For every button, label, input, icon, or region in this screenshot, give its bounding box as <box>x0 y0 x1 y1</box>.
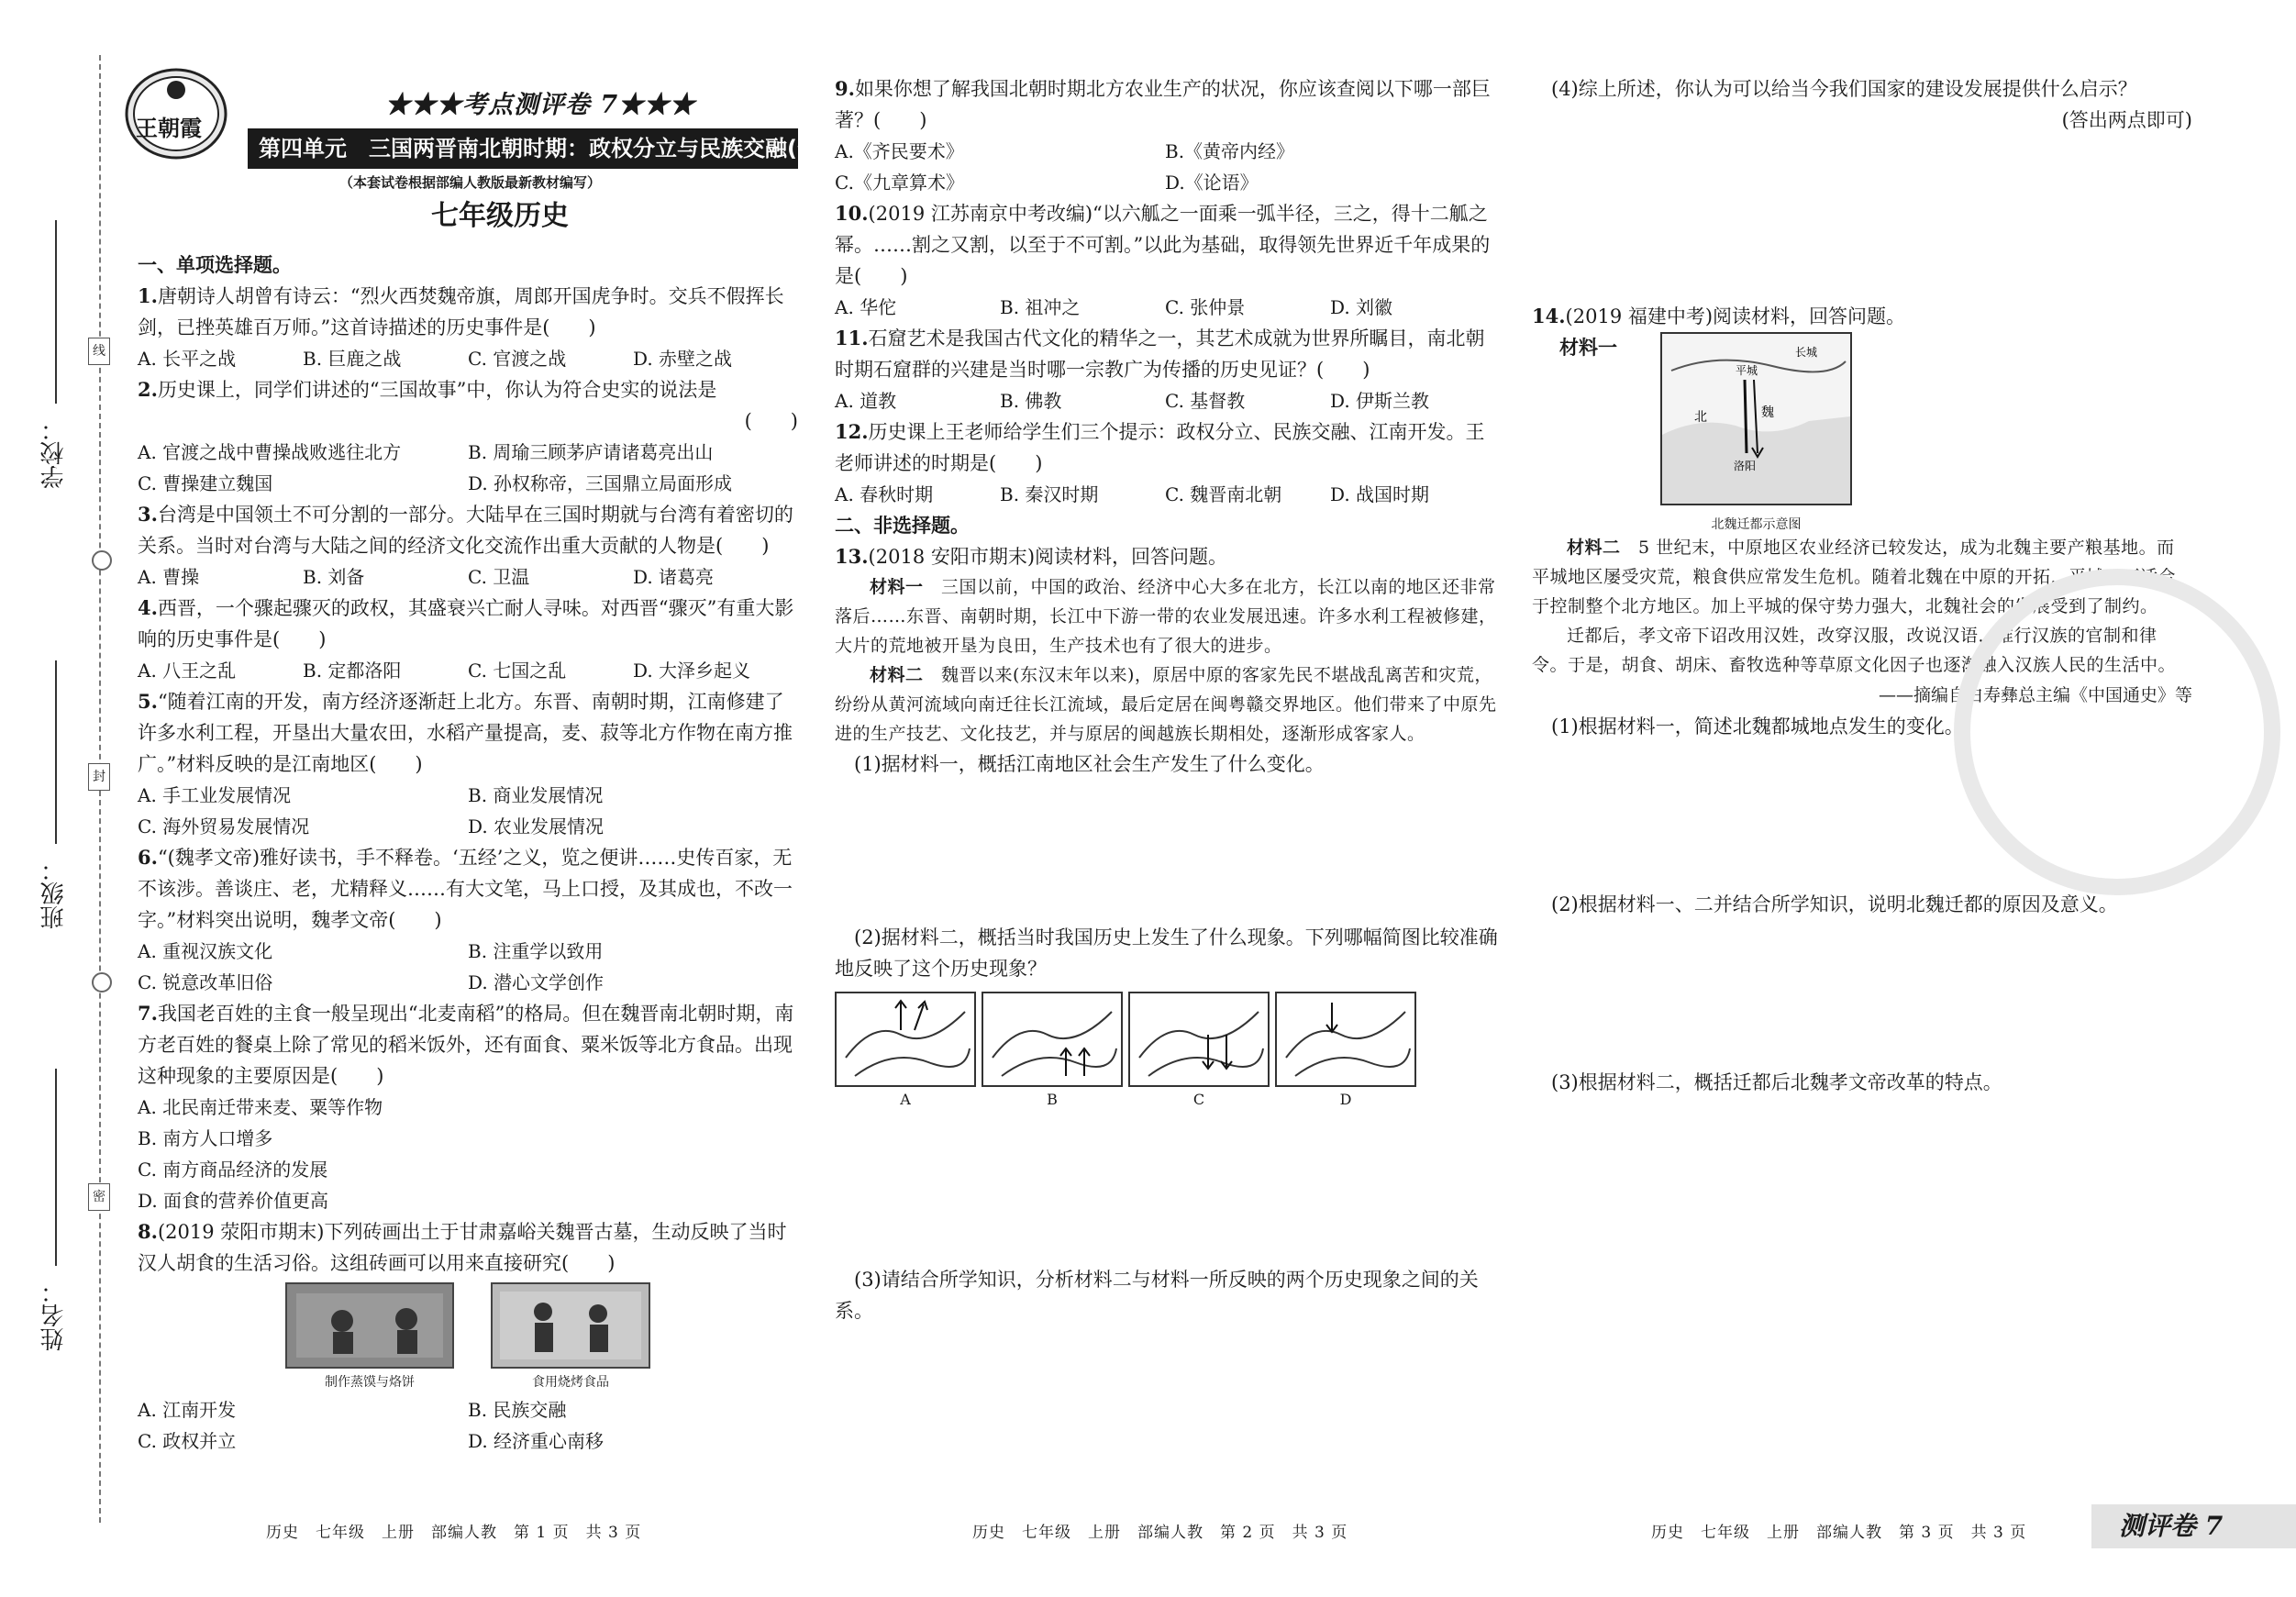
column-page-1 <box>138 250 798 1457</box>
option[interactable]: C. 海外贸易发展情况 <box>138 815 310 837</box>
brand-name: 王朝霞 <box>136 115 202 141</box>
map-d-icon <box>1275 992 1416 1087</box>
figures-icon <box>287 1284 452 1367</box>
material-1-row <box>1532 332 2192 533</box>
answer-paren: ( ) <box>744 410 798 432</box>
cut-mark-feng: 封 <box>88 763 110 791</box>
map-icon <box>1660 332 1852 505</box>
map-text: 洛阳 <box>1734 460 1757 472</box>
option[interactable]: D. 农业发展情况 <box>468 815 605 837</box>
name-line <box>55 1069 57 1266</box>
map-a-icon <box>835 992 976 1087</box>
option[interactable]: D. 诸葛亮 <box>633 566 715 588</box>
options-row <box>138 936 798 967</box>
cut-mark-xian: 线 <box>88 338 110 365</box>
sub-question-3: (3)根据材料二，概括迁都后北魏孝文帝改革的特点。 <box>1551 1071 2002 1093</box>
sub-question-2: (2)根据材料一、二并结合所学知识，说明北魏迁都的原因及意义。 <box>1551 893 2118 915</box>
question-12: 12.历史课上王老师给学生们三个提示：政权分立、民族交融、江南开发。王老师讲述的时期是( ) <box>835 420 1485 474</box>
question-8: 8.(2019 荥阳市期末)下列砖画出土于甘肃嘉峪关魏晋古墓，生动反映了当时汉人胡食的生活习俗。这组砖画可以用来直接研究( ) <box>138 1220 787 1274</box>
section-heading: 二、非选择题。 <box>835 514 970 537</box>
map-option-d[interactable] <box>1275 992 1416 1108</box>
question-7: 7.我国老百姓的主食一般呈现出“北麦南稻”的格局。但在魏晋南北朝时期，南方老百姓的餐桌上除了常见的稻米饭外，还有面食、粟米饭等北方食品。出现这种现象的主要原因是( ) <box>138 1002 794 1087</box>
series-title: ★★★考点测评卷 7★★★ <box>385 91 696 119</box>
option[interactable]: B. 注重学以致用 <box>468 940 604 962</box>
sub-question-2: (2)据材料二，概括当时我国历史上发生了什么现象。下列哪幅简图比较准确地反映了这个历史现象？ <box>835 926 1498 980</box>
cut-mark-mi: 密 <box>88 1183 110 1211</box>
question-11: 11.石窟艺术是我国古代文化的精华之一，其艺术成就为世界所瞩目，南北朝时期石窟群的兴建是当时哪一宗教广为传播的历史见证？( ) <box>835 327 1485 381</box>
edition-note: （本套试卷根据部编人教版最新教材编写） <box>339 174 602 191</box>
subject-title: 七年级历史 <box>431 200 569 232</box>
unit-banner <box>248 128 829 169</box>
option[interactable]: B. 巨鹿之战 <box>303 348 402 370</box>
option[interactable]: B. 商业发展情况 <box>468 784 604 806</box>
sub-question-4-note: (答出两点即可) <box>2061 109 2192 131</box>
option[interactable]: C.《九章算术》 <box>835 172 964 194</box>
school-line <box>55 220 57 404</box>
brick-caption-1: 制作蒸馍与烙饼 <box>325 1375 415 1390</box>
options-row <box>835 385 1500 416</box>
question-9: 9.如果你想了解我国北朝时期北方农业生产的状况，你应该查阅以下哪一部巨著？( ) <box>835 77 1491 131</box>
question-2: 2.历史课上，同学们讲述的“三国故事”中，你认为符合史实的说法是 <box>138 378 717 401</box>
option[interactable]: D. 面食的营养价值更高 <box>138 1190 329 1212</box>
option[interactable]: C. 锐意改革旧俗 <box>138 971 273 993</box>
map-caption: 北魏迁都示意图 <box>1711 517 1802 532</box>
column-page-2 <box>835 73 1500 1326</box>
brick-paintings <box>138 1282 798 1391</box>
option[interactable]: C. 张仲景 <box>1165 296 1246 318</box>
option[interactable]: C. 卫温 <box>468 566 530 588</box>
option[interactable]: C. 南方商品经济的发展 <box>138 1159 328 1181</box>
option[interactable]: D. 伊斯兰教 <box>1330 390 1430 412</box>
map-text: 长城 <box>1795 346 1818 359</box>
options-row <box>835 136 1500 167</box>
footer-page-2: 历史 七年级 上册 部编人教 第 2 页 共 3 页 <box>972 1524 1348 1542</box>
material-2: 材料二 魏晋以来(东汉末年以来)，原居中原的客家先民不堪战乱离苦和灾荒，纷纷从黄河流域向南迁往长江流域，最后定居在闽粤赣交界地区。他们带来了中原先进的生产技艺、文化技艺，并与原居的闽越族长期相处，逐渐形成客家人。 <box>835 665 1497 744</box>
figures-icon <box>493 1284 649 1367</box>
option[interactable]: C. 曹操建立魏国 <box>138 472 273 494</box>
option[interactable]: B. 佛教 <box>1000 390 1062 412</box>
option[interactable]: A. 北民南迁带来麦、粟等作物 <box>138 1096 383 1118</box>
option[interactable]: C. 七国之乱 <box>468 660 567 682</box>
options-row <box>138 811 798 842</box>
footer-page-1: 历史 七年级 上册 部编人教 第 1 页 共 3 页 <box>266 1524 642 1542</box>
question-1: 1.唐朝诗人胡曾有诗云：“烈火西焚魏帝旗，周郎开国虎争时。交兵不假挥长剑，已挫英雄百万师。”这首诗描述的历史事件是( ) <box>138 284 784 338</box>
option[interactable]: D.《论语》 <box>1165 172 1259 194</box>
option[interactable]: A. 曹操 <box>138 566 200 588</box>
option[interactable]: D. 刘徽 <box>1330 296 1393 318</box>
material-2-continued: 迁都后，孝文帝下诏改用汉姓，改穿汉服，改说汉语，推行汉族的官制和律令。于是，胡食、胡床、畜牧选种等草原文化因子也逐渐融入汉族人民的生活中。 <box>1532 626 2177 675</box>
unit-title: 第四单元 三国两晋南北朝时期：政权分立与民族交融(一) <box>259 136 829 161</box>
option[interactable]: A. 华佗 <box>835 296 897 318</box>
option[interactable]: A. 长平之战 <box>138 348 237 370</box>
option[interactable]: A. 道教 <box>835 390 897 412</box>
option[interactable]: B. 民族交融 <box>468 1399 567 1421</box>
option[interactable]: A. 重视汉族文化 <box>138 940 273 962</box>
material-label: 材料一 <box>1559 336 1617 359</box>
question-6: 6.“(魏孝文帝)雅好读书，手不释卷。‘五经’之义，览之便讲……史传百家，无不该涉。善谈庄、老，尤精释义……有大文笔，马上口授，及其成也，不改一字。”材料突出说明，魏孝文帝( ) <box>138 846 793 931</box>
options-row <box>835 167 1500 198</box>
option[interactable]: A. 手工业发展情况 <box>138 784 292 806</box>
option[interactable]: B. 定都洛阳 <box>303 660 402 682</box>
map-label-d: D <box>1339 1091 1352 1108</box>
option[interactable]: A. 春秋时期 <box>835 483 934 505</box>
wei-migration-map <box>1660 332 1852 533</box>
option[interactable]: D. 潜心文学创作 <box>468 971 605 993</box>
option[interactable]: A. 八王之乱 <box>138 660 237 682</box>
option[interactable]: A. 江南开发 <box>138 1399 237 1421</box>
options-row <box>835 479 1500 510</box>
map-c-icon <box>1128 992 1270 1087</box>
footer-page-3: 历史 七年级 上册 部编人教 第 3 页 共 3 页 <box>1651 1524 2027 1542</box>
question-5: 5.“随着江南的开发，南方经济逐渐赶上北方。东晋、南朝时期，江南修建了许多水利工程，开垦出大量农田，水稻产量提高，麦、菽等北方作物在南方推广。”材料反映的是江南地区( ) <box>138 690 793 775</box>
binding-ring-icon <box>92 550 112 571</box>
option[interactable]: D. 孙权称帝，三国鼎立局面形成 <box>468 472 733 494</box>
brick-caption-2: 食用烧烤食品 <box>532 1375 609 1390</box>
option[interactable]: C. 基督教 <box>1165 390 1246 412</box>
option[interactable]: B. 祖冲之 <box>1000 296 1081 318</box>
map-b-icon <box>982 992 1123 1087</box>
binding-ring-icon <box>92 972 112 993</box>
option[interactable]: C. 魏晋南北朝 <box>1165 483 1282 505</box>
sub-question-1: (1)根据材料一，简述北魏都城地点发生的变化。 <box>1551 715 1964 738</box>
option[interactable]: C. 政权并立 <box>138 1430 237 1452</box>
school-label: 学校： <box>40 417 68 489</box>
option[interactable]: D. 经济重心南移 <box>468 1430 605 1452</box>
brick-painting-2 <box>491 1282 650 1391</box>
sub-question-1: (1)据材料一，概括江南地区社会生产发生了什么变化。 <box>854 753 1325 775</box>
map-label-b: B <box>1047 1091 1058 1108</box>
options-row <box>138 343 798 374</box>
material-2: 材料二 5 世纪末，中原地区农业经济已较发达，成为北魏主要产粮基地。而平城地区屡受灾荒，粮食供应常发生危机。随着北魏在中原的开拓，平城已不适合于控制整个北方地区。加上平城的保守势力强大，北魏社会的发展受到了制约。 <box>1532 538 2177 616</box>
class-label: 班级： <box>40 858 68 929</box>
brick-painting-1 <box>285 1282 454 1391</box>
question-14: 14.(2019 福建中考)阅读材料，回答问题。 <box>1532 305 1906 327</box>
map-label-a: A <box>900 1091 911 1108</box>
map-text: 平城 <box>1736 364 1758 377</box>
options-row <box>138 468 798 499</box>
answer-space[interactable] <box>1532 920 2192 1067</box>
option[interactable]: A.《齐民要术》 <box>835 140 964 162</box>
options-row <box>138 561 798 593</box>
section-heading: 一、单项选择题。 <box>138 253 292 276</box>
option[interactable]: B. 南方人口增多 <box>138 1127 273 1149</box>
options-row <box>138 437 798 468</box>
option[interactable]: B.《黄帝内经》 <box>1165 140 1295 162</box>
map-label-c: C <box>1192 1091 1205 1108</box>
map-option-c[interactable] <box>1128 992 1270 1108</box>
brand-logo <box>119 57 238 167</box>
watermark-stamp-icon <box>1954 569 2280 895</box>
options-row <box>138 655 798 686</box>
name-label: 姓名： <box>40 1280 68 1351</box>
map-option-b[interactable] <box>982 992 1123 1108</box>
option[interactable]: A. 官渡之战中曹操战败逃往北方 <box>138 441 402 463</box>
option[interactable]: D. 大泽乡起义 <box>633 660 751 682</box>
options-row <box>835 292 1500 323</box>
answer-space[interactable] <box>835 1108 1500 1264</box>
brick-painting-image <box>285 1282 454 1369</box>
question-4: 4.西晋，一个骤起骤灭的政权，其盛衰兴亡耐人寻味。对西晋“骤灭”有重大影响的历史事件是( ) <box>138 596 794 650</box>
option[interactable]: C. 官渡之战 <box>468 348 567 370</box>
migration-maps <box>835 992 1500 1108</box>
answer-space[interactable] <box>835 780 1500 922</box>
option[interactable]: B. 刘备 <box>303 566 365 588</box>
options-row <box>138 967 798 998</box>
option[interactable]: B. 周瑜三顾茅庐请诸葛亮出山 <box>468 441 714 463</box>
options-row <box>138 1394 798 1425</box>
question-10: 10.(2019 江苏南京中考改编)“以六觚之一面乘一弧半径，三之，得十二觚之幂。……割之又割，以至于不可割。”以此为基础，取得领先世界近千年成果的是( ) <box>835 202 1491 287</box>
options-row <box>138 780 798 811</box>
sub-question-3: (3)请结合所学知识，分析材料二与材料一所反映的两个历史现象之间的关系。 <box>835 1269 1479 1322</box>
option[interactable]: D. 战国时期 <box>1330 483 1430 505</box>
answer-space[interactable] <box>1532 136 2192 301</box>
question-13: 13.(2018 安阳市期末)阅读材料，回答问题。 <box>835 545 1228 568</box>
material-1: 材料一 三国以前，中国的政治、经济中心大多在北方，长江以南的地区还非常落后……东晋、南朝时期，长江中下游一带的农业发展迅速。许多水利工程被修建，大片的荒地被开垦为良田，生产技术也有了很大的进步。 <box>835 577 1497 656</box>
badge-label: 测评卷 7 <box>2119 1511 2224 1541</box>
map-text: 魏 <box>1761 405 1774 420</box>
map-text: 北 <box>1694 410 1707 425</box>
map-option-a[interactable] <box>835 992 976 1108</box>
brick-painting-image <box>491 1282 650 1369</box>
source-citation: ——摘编自白寿彝总主编《中国通史》等 <box>1878 685 2192 705</box>
class-line <box>55 660 57 844</box>
option[interactable]: B. 秦汉时期 <box>1000 483 1099 505</box>
question-3: 3.台湾是中国领土不可分割的一部分。大陆早在三国时期就与台湾有着密切的关系。当时对台湾与大陆之间的经济文化交流作出重大贡献的人物是( ) <box>138 503 793 557</box>
options-row <box>138 1425 798 1457</box>
badge-bar <box>2091 1504 2296 1548</box>
option[interactable]: D. 赤壁之战 <box>633 348 733 370</box>
sub-question-4: (4)综上所述，你认为可以给当今我们国家的建设发展提供什么启示？ <box>1551 78 2137 100</box>
